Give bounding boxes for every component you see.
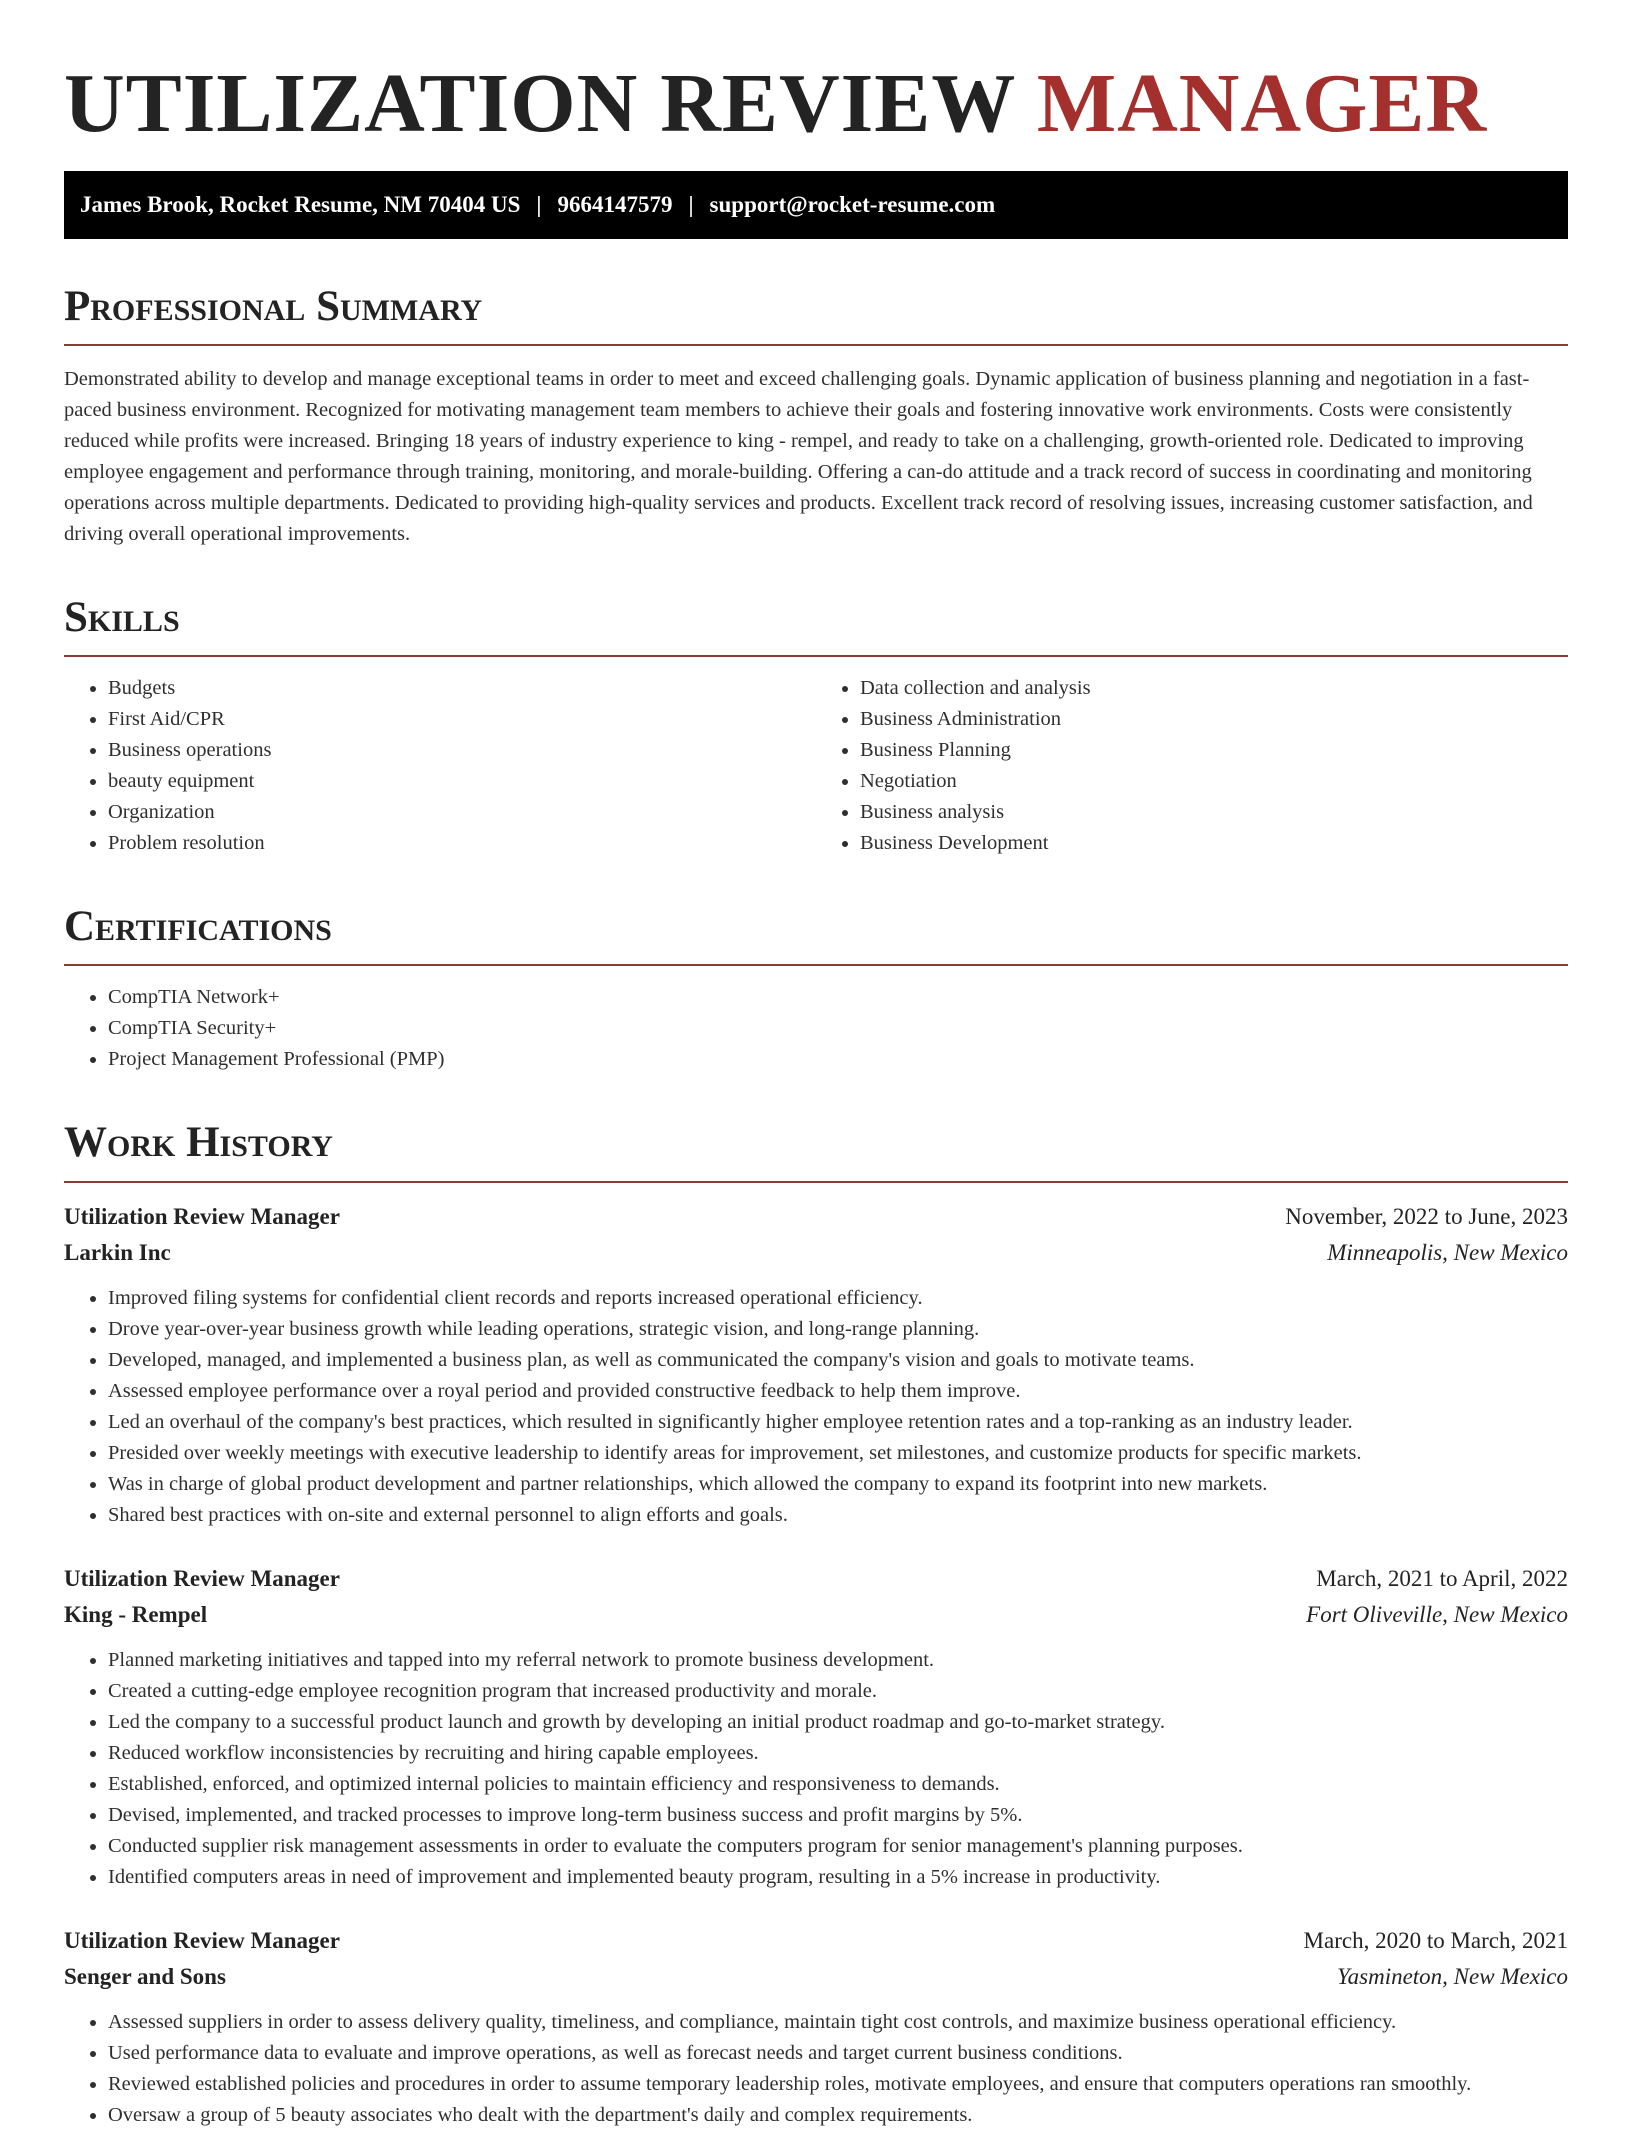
job-company: Larkin Inc [64,1239,171,1265]
job-location: Fort Oliveville, New Mexico [1306,1601,1568,1627]
skill-item: • Problem resolution [108,828,816,859]
skill-item: • Negotiation [860,766,1568,797]
job-bullet: • Assessed employee performance over a royal period and provided constructive feedback to help them improve. [108,1376,1568,1407]
resume-title [64,0,1568,153]
job-entry [64,1199,1568,1531]
job-location: Yasmineton, New Mexico [1336,1963,1568,1989]
skill-item: • Business Development [860,828,1568,859]
job-entry [64,1923,1568,2131]
skills-section [64,594,1568,859]
job-title: Utilization Review Manager [64,1565,340,1591]
job-bullet: • Reduced workflow inconsistencies by recruiting and hiring capable employees. [108,1738,1568,1769]
contact-bar [64,171,1568,239]
certification-item: • Project Management Professional (PMP) [108,1044,1568,1075]
skill-item: • Budgets [108,673,816,704]
skills-list-left [64,673,816,859]
professional-summary-section [64,283,1568,550]
job-bullet: • Shared best practices with on-site and external personnel to align efforts and goals. [108,1500,1568,1531]
skill-item: • Business operations [108,735,816,766]
job-bullet: • Identified computers areas in need of improvement and implemented beauty program, resulting in a 5% increase in productivity. [108,1862,1568,1893]
job-company-row [64,1959,1568,1995]
certification-item: • CompTIA Network+ [108,982,1568,1013]
job-bullet: • Created a cutting-edge employee recognition program that increased productivity and morale. [108,1676,1568,1707]
job-dates: November, 2022 to June, 2023 [1285,1203,1568,1229]
certification-item: • CompTIA Security+ [108,1013,1568,1044]
job-location: Minneapolis, New Mexico [1327,1239,1568,1265]
job-header-row [64,1561,1568,1597]
section-heading: Certifications [64,903,1568,966]
job-dates: March, 2020 to March, 2021 [1303,1927,1568,1953]
certifications-section [64,903,1568,1075]
contact-separator: | [688,191,694,217]
contact-name-address: James Brook, Rocket Resume, NM 70404 US [80,191,521,217]
skill-item: • Data collection and analysis [860,673,1568,704]
job-bullet: • Established, enforced, and optimized internal policies to maintain efficiency and responsiveness to demands. [108,1769,1568,1800]
job-bullet: • Oversaw a group of 5 beauty associates who dealt with the department's daily and complex requirements. [108,2100,1568,2131]
skill-item: • Business Administration [860,704,1568,735]
job-title: Utilization Review Manager [64,1927,340,1953]
job-company: King - Rempel [64,1601,208,1627]
job-company: Senger and Sons [64,1963,226,1989]
section-heading: Professional Summary [64,283,1568,346]
job-bullet: • Improved filing systems for confidential client records and reports increased operational efficiency. [108,1283,1568,1314]
job-bullet: • Devised, implemented, and tracked processes to improve long-term business success and profit margins by 5%. [108,1800,1568,1831]
contact-phone: 9664147579 [557,191,673,217]
work-history-section [64,1119,1568,2130]
job-bullets [64,1645,1568,1893]
contact-separator: | [536,191,542,217]
job-bullet: • Used performance data to evaluate and improve operations, as well as forecast needs and target current business conditions. [108,2038,1568,2069]
job-bullet: • Assessed suppliers in order to assess delivery quality, timeliness, and compliance, maintain tight cost controls, and maximize business operational efficiency. [108,2007,1568,2038]
job-bullet: • Was in charge of global product development and partner relationships, which allowed the company to expand its footprint into new markets. [108,1469,1568,1500]
skills-list-right [816,673,1568,859]
job-company-row [64,1235,1568,1271]
section-heading: Work History [64,1119,1568,1182]
job-entry [64,1561,1568,1893]
job-bullet: • Led the company to a successful product launch and growth by developing an initial product roadmap and go-to-market strategy. [108,1707,1568,1738]
job-bullet: • Planned marketing initiatives and tapped into my referral network to promote business development. [108,1645,1568,1676]
job-title: Utilization Review Manager [64,1203,340,1229]
job-bullet: • Developed, managed, and implemented a business plan, as well as communicated the company's vision and goals to motivate teams. [108,1345,1568,1376]
skill-item: • First Aid/CPR [108,704,816,735]
job-bullet: • Conducted supplier risk management assessments in order to evaluate the computers program for senior management's planning purposes. [108,1831,1568,1862]
title-accent: MANAGER [1036,57,1488,150]
contact-email: support@rocket-resume.com [709,191,996,217]
title-main: UTILIZATION REVIEW [64,57,1015,150]
job-bullet: • Reviewed established policies and procedures in order to assume temporary leadership roles, motivate employees, and ensure that computers operations ran smoothly. [108,2069,1568,2100]
skill-item: • beauty equipment [108,766,816,797]
job-bullet: • Drove year-over-year business growth while leading operations, strategic vision, and long-range planning. [108,1314,1568,1345]
job-bullet: • Led an overhaul of the company's best practices, which resulted in significantly higher employee retention rates and a top-ranking as an industry leader. [108,1407,1568,1438]
skill-item: • Business analysis [860,797,1568,828]
summary-text: Demonstrated ability to develop and manage exceptional teams in order to meet and exceed challenging goals. Dynamic application of business planning and negotiation in a fast-paced business environment. Recognized for motivating management team members to achieve their goals and fostering innovative work environments. Costs were consistently reduced while profits were increased. Bringing 18 years of industry experience to king - rempel, and ready to take on a challenging, growth-oriented role. Dedicated to improving employee engagement and performance through training, monitoring, and morale-building. Offering a can-do attitude and a track record of success in coordinating and monitoring operations across multiple departments. Dedicated to providing high-quality services and products. Excellent track record of resolving issues, increasing customer satisfaction, and driving overall operational improvements. [64,367,1533,545]
section-heading: Skills [64,594,1568,657]
job-header-row [64,1923,1568,1959]
certifications-list [64,982,1568,1075]
job-bullets [64,1283,1568,1531]
job-company-row [64,1597,1568,1633]
skills-grid [64,657,1568,859]
job-header-row [64,1199,1568,1235]
job-bullets [64,2007,1568,2131]
skill-item: • Business Planning [860,735,1568,766]
job-bullet: • Presided over weekly meetings with executive leadership to identify areas for improvement, set milestones, and customize products for specific markets. [108,1438,1568,1469]
skill-item: • Organization [108,797,816,828]
job-dates: March, 2021 to April, 2022 [1316,1565,1568,1591]
